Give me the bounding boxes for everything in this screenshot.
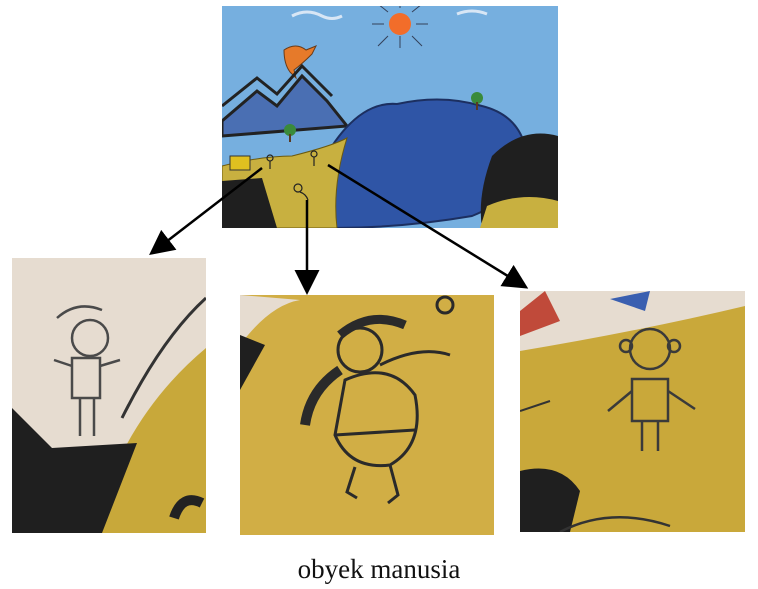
- crop-right: [520, 291, 745, 532]
- human-figure-closeup-middle: [240, 295, 494, 535]
- human-figure-closeup-right: [520, 291, 745, 532]
- crop-middle: [240, 295, 494, 535]
- main-drawing: [222, 6, 558, 228]
- caption: obyek manusia: [297, 554, 461, 584]
- human-figure-closeup-left: [12, 258, 206, 533]
- crop-left: [12, 258, 206, 533]
- landscape-drawing: [222, 6, 558, 228]
